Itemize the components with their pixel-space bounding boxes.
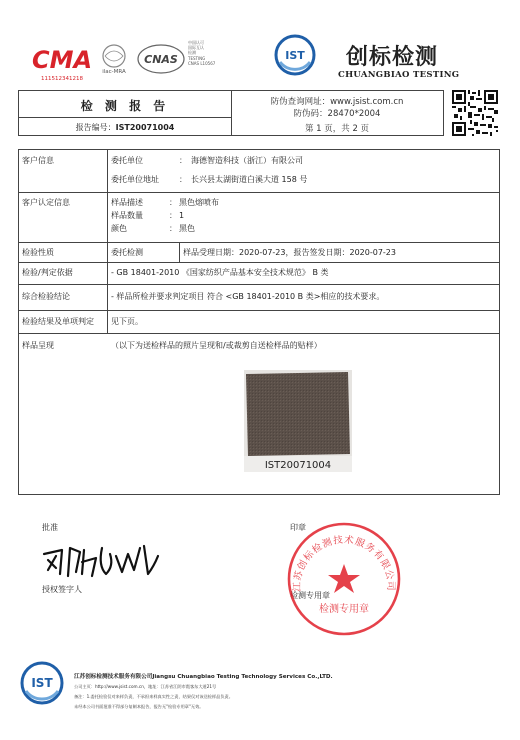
ilac-mra-logo — [96, 42, 132, 76]
ilac-logo-text: ilac-MRA — [102, 69, 126, 75]
svg-text:IST: IST — [31, 676, 53, 690]
client-unit-value: 海德智造科技（浙江）有限公司 — [191, 156, 303, 165]
cma-logo-number: 111512341218 — [41, 76, 83, 82]
client-section-label: 客户信息 — [22, 156, 54, 165]
svg-text:检测专用章: 检测专用章 — [319, 604, 369, 615]
basis-label: 检验/判定依据 — [22, 268, 73, 277]
photo-caption: IST20071004 — [264, 460, 332, 471]
footer-note-1: 备注：1.委托检验仅对来样负责，不承担来样真实性之责，结果仅对该送检样品负责。 — [74, 694, 233, 699]
company-subtitle: CHUANGBIAO TESTING — [338, 70, 460, 80]
handwritten-signature — [40, 536, 162, 582]
footer-note-2: 未经本公司书面批准不得部分复制本报告，报告无"检验专用章"无效。 — [74, 704, 204, 709]
client-address-label: 委托单位地址 — [111, 175, 159, 184]
cma-logo-text: CMA — [32, 46, 92, 74]
svg-text:江苏创标检测技术服务有限公司: 江苏创标检测技术服务有限公司 — [291, 534, 397, 592]
client-unit-label: 委托单位 — [111, 156, 143, 165]
sample-qty-label: 样品数量 — [111, 211, 143, 220]
sample-color-label: 颜色 — [111, 224, 127, 233]
colon-separator: ： — [179, 156, 187, 165]
verify-website: 防伪查询网址：www.jsist.com.cn — [270, 97, 404, 107]
cnas-logo-text: CNAS — [144, 53, 178, 66]
conclusion-label: 综合检验结论 — [22, 292, 70, 301]
ist-logo — [274, 34, 316, 76]
photo-note: （以下为送检样品的照片呈现和/或裁剪自送检样品的贴样） — [111, 341, 322, 350]
verify-code: 防伪码：28470*2004 — [293, 109, 381, 119]
report-header-box — [18, 90, 444, 136]
seal-caption: 检测专用章 — [290, 591, 330, 600]
report-title: 检 测 报 告 — [80, 99, 170, 113]
nature-label: 检验性质 — [22, 248, 54, 257]
page-info: 第 1 页，共 2 页 — [304, 124, 370, 134]
footer-contact: 公司主页：http://www.jsist.com.cn，地址：江苏省江阴市霞客东大道21号 — [74, 684, 217, 689]
colon-separator: ： — [169, 198, 177, 207]
sample-desc-label: 样品描述 — [111, 198, 143, 207]
nature-value: 委托检测 — [111, 248, 143, 257]
conclusion-value: - 样品所检并要求判定项目 符合 <GB 18401-2010 B 类>相应的技术要求。 — [111, 292, 385, 301]
company-title: 创标检测 — [346, 45, 439, 70]
sample-qty-value: 1 — [179, 211, 185, 220]
signer-label: 授权签字人 — [42, 585, 82, 594]
footer-ist-logo — [18, 660, 66, 706]
client-address-value: 长兴县太湖街道白溪大道 158 号 — [191, 175, 308, 184]
ist-logo-text: IST — [285, 49, 305, 62]
colon-separator: ： — [169, 211, 177, 220]
sample-section-label: 客户认定信息 — [22, 198, 70, 207]
seal-label: 印章 — [290, 523, 306, 532]
footer-company: 江苏创标检测技术服务有限公司Jiangsu Chuangbiao Testing Technology Services Co.,LTD. — [74, 674, 333, 680]
report-number: 报告编号：IST20071004 — [75, 123, 175, 132]
approve-label: 批准 — [42, 523, 58, 532]
qr-code — [452, 90, 498, 136]
company-seal — [284, 520, 404, 638]
colon-separator: ： — [169, 224, 177, 233]
sample-photo — [244, 370, 352, 472]
cnas-logo — [136, 42, 186, 76]
basis-value: - GB 18401-2010 《国家纺织产品基本安全技术规范》 B 类 — [111, 268, 329, 277]
dates-value: 样品受理日期：2020-07-23，报告签发日期：2020-07-23 — [183, 248, 396, 257]
colon-separator: ： — [179, 175, 187, 184]
results-label: 检验结果及单项判定 — [22, 317, 94, 326]
cnas-accreditation-text: 中国认可 国际互认 检测 TESTING CNAS L10567 — [188, 40, 216, 66]
cma-logo — [32, 40, 92, 86]
photo-label: 样品呈现 — [22, 341, 54, 350]
sample-color-value: 黑色 — [179, 224, 195, 233]
sample-desc-value: 黑色熔喷布 — [179, 198, 219, 207]
results-value: 见下页。 — [111, 317, 143, 326]
